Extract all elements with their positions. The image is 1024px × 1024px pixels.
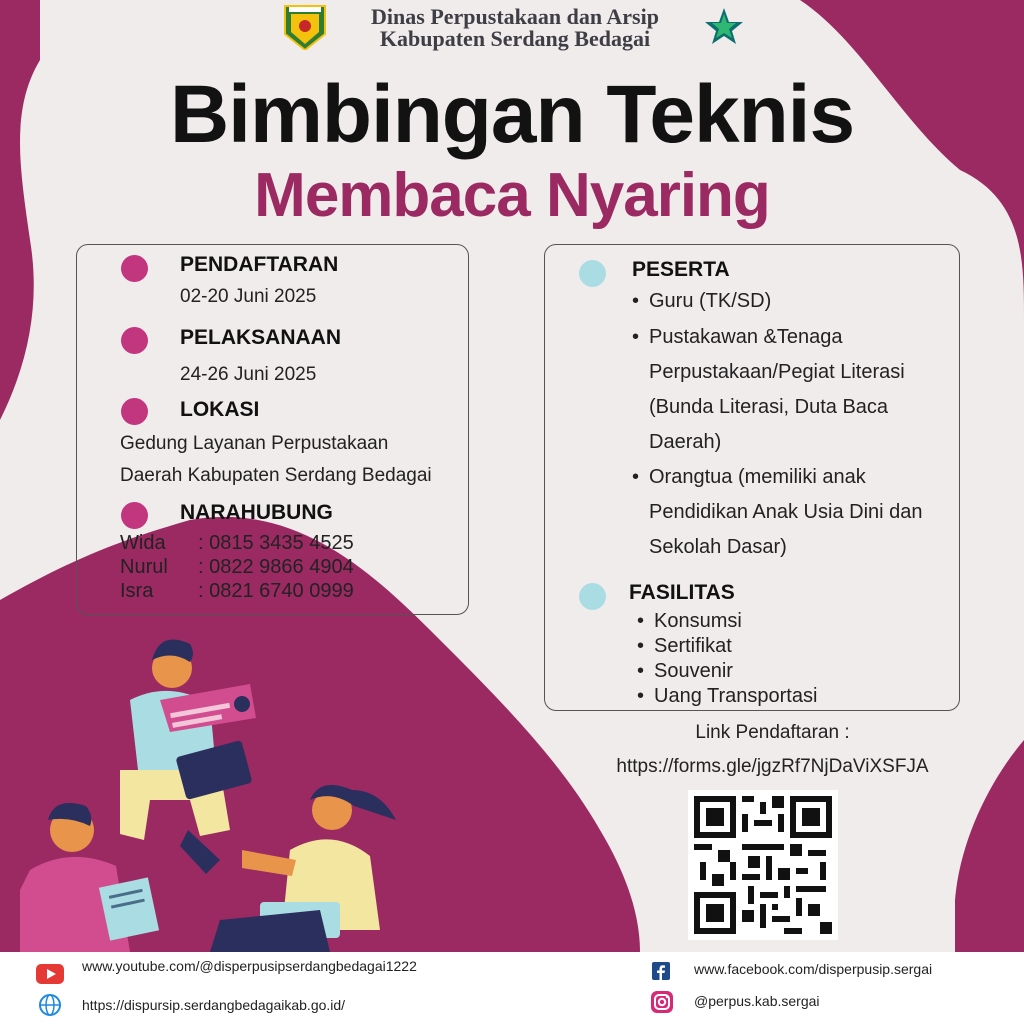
bullet-dot — [121, 255, 148, 282]
fasilitas-item: Uang Transportasi — [654, 685, 818, 707]
list-bullet: • — [637, 635, 645, 657]
list-bullet: • — [637, 685, 645, 707]
bullet-dot — [121, 502, 148, 529]
regency-crest-logo — [283, 4, 327, 50]
peserta-item: (Bunda Literasi, Duta Baca — [649, 396, 889, 418]
registration-link[interactable]: https://forms.gle/jgzRf7NjDaViXSFJA — [616, 756, 929, 777]
globe-icon[interactable] — [38, 993, 62, 1017]
lokasi-line-2: Daerah Kabupaten Serdang Bedagai — [120, 465, 432, 486]
peserta-item: Pustakawan &Tenaga — [649, 326, 843, 348]
youtube-icon[interactable] — [36, 964, 64, 984]
peserta-heading: PESERTA — [632, 258, 730, 281]
main-title: Bimbingan Teknis — [169, 69, 855, 160]
bullet-dot — [121, 398, 148, 425]
org-line-2: Kabupaten Serdang Bedagai — [379, 26, 651, 51]
contact-name: Nurul — [120, 556, 168, 578]
website-link[interactable]: https://dispursip.serdangbedagaikab.go.id/ — [82, 997, 346, 1013]
peserta-item: Perpustakaan/Pegiat Literasi — [649, 361, 905, 383]
bullet-dot — [579, 260, 606, 287]
facebook-icon[interactable] — [652, 962, 670, 980]
contact-name: Isra — [120, 580, 154, 602]
org-line-1: Dinas Perpustakaan dan Arsip — [371, 4, 659, 29]
peserta-item: Pendidikan Anak Usia Dini dan — [649, 501, 923, 523]
fasilitas-heading: FASILITAS — [629, 581, 735, 604]
fasilitas-item: Souvenir — [654, 660, 733, 682]
lokasi-line-1: Gedung Layanan Perpustakaan — [120, 433, 389, 454]
contact-phone: : 0815 3435 4525 — [198, 532, 354, 554]
pelaksanaan-date: 24-26 Juni 2025 — [180, 364, 317, 385]
facebook-link[interactable]: www.facebook.com/disperpusip.sergai — [694, 961, 933, 977]
narahubung-heading: NARAHUBUNG — [180, 501, 333, 524]
list-bullet: • — [632, 290, 640, 312]
bullet-dot — [121, 327, 148, 354]
contact-name: Wida — [120, 532, 166, 554]
fasilitas-item: Sertifikat — [654, 635, 732, 657]
instagram-icon[interactable] — [650, 990, 674, 1014]
peserta-item: Sekolah Dasar) — [649, 536, 787, 558]
list-bullet: • — [637, 610, 645, 632]
peserta-item: Orangtua (memiliki anak — [649, 466, 866, 488]
pelaksanaan-heading: PELAKSANAAN — [180, 326, 342, 349]
qr-code[interactable] — [688, 790, 838, 940]
list-bullet: • — [637, 660, 645, 682]
pendaftaran-date: 02-20 Juni 2025 — [180, 286, 317, 307]
national-library-star-logo — [695, 6, 753, 54]
list-bullet: • — [632, 466, 640, 488]
instagram-handle[interactable]: @perpus.kab.sergai — [694, 993, 820, 1009]
contact-phone: : 0822 9866 4904 — [198, 556, 354, 578]
pendaftaran-heading: PENDAFTARAN — [180, 253, 339, 276]
list-bullet: • — [632, 326, 640, 348]
registration-label: Link Pendaftaran : — [695, 722, 850, 743]
bullet-dot — [579, 583, 606, 610]
fasilitas-item: Konsumsi — [654, 610, 742, 632]
lokasi-heading: LOKASI — [180, 398, 260, 421]
youtube-link[interactable]: www.youtube.com/@disperpusipserdangbedagai1222 — [82, 958, 417, 974]
people-illustration — [20, 620, 440, 952]
organization-title — [350, 6, 680, 50]
peserta-item: Daerah) — [649, 431, 722, 453]
peserta-item: Guru (TK/SD) — [649, 290, 772, 312]
contact-phone: : 0821 6740 0999 — [198, 580, 354, 602]
sub-title: Membaca Nyaring — [254, 161, 770, 230]
